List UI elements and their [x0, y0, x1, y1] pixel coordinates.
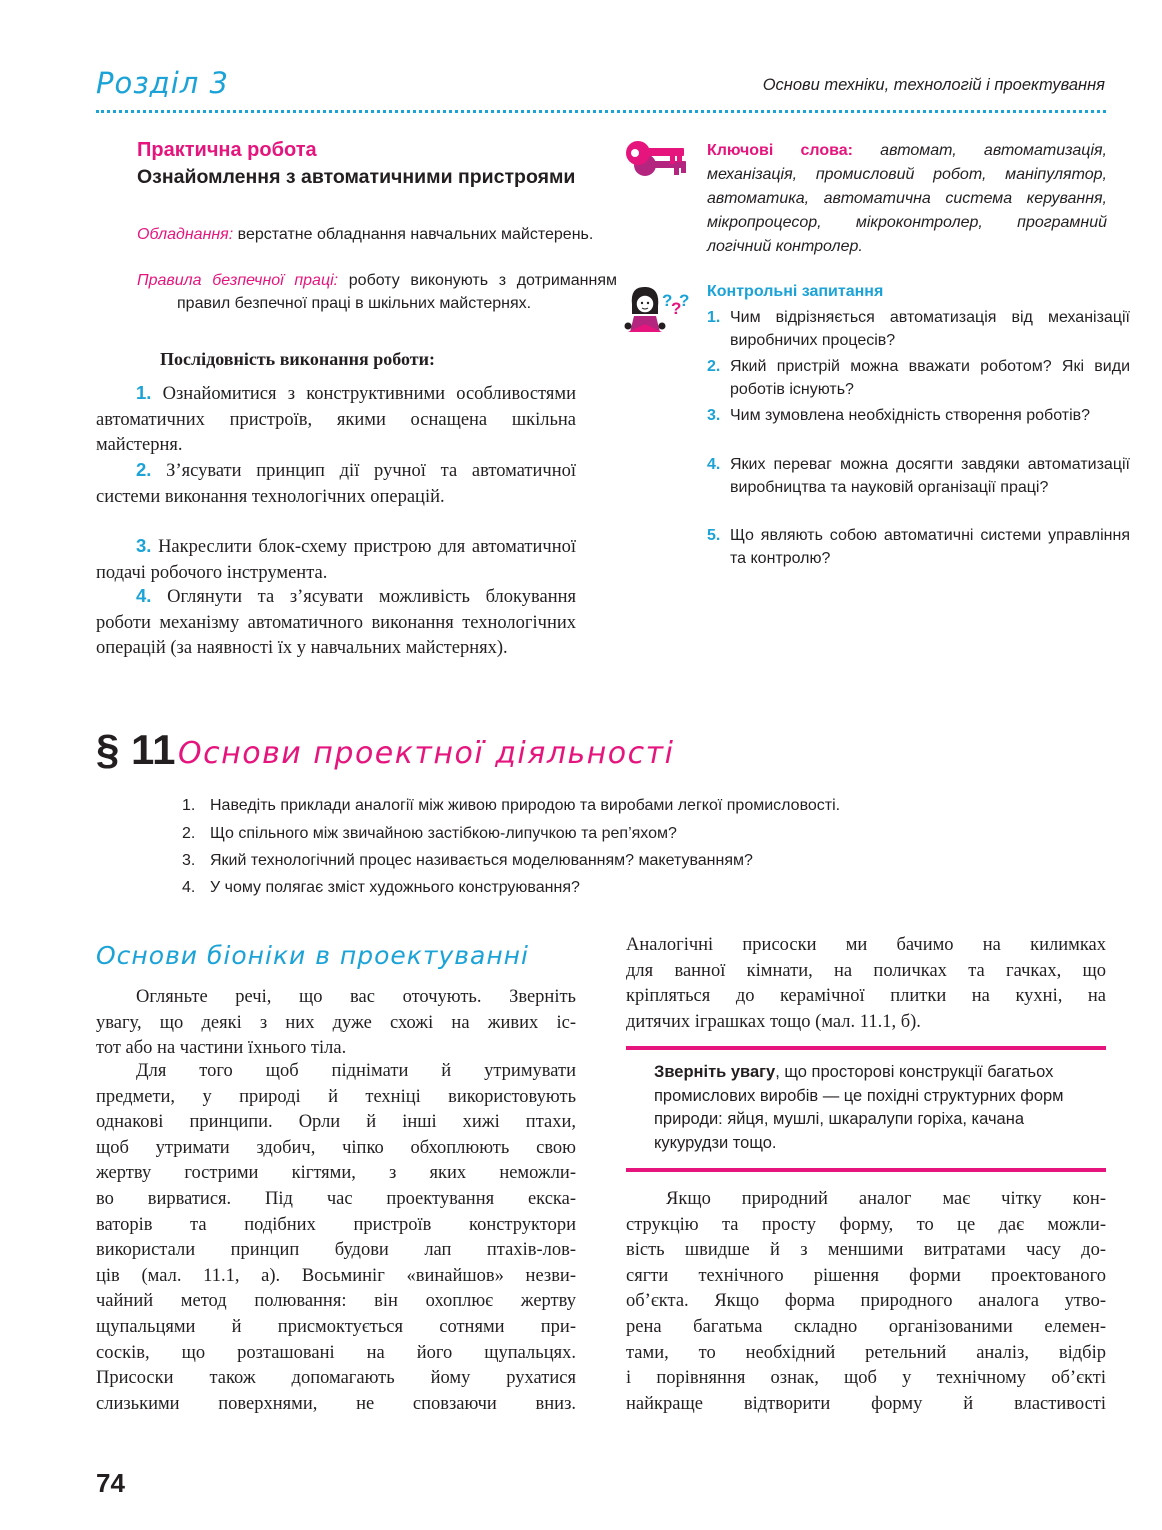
question-number: 1. — [707, 309, 721, 326]
intro-question — [182, 797, 840, 815]
sequence-heading: Послідовність виконання роботи: — [160, 349, 436, 369]
text-line: Аналогічні присоски ми бачимо на килимках — [626, 935, 1106, 955]
text-line: використали принцип будови лап птахів-лов- — [96, 1240, 576, 1261]
intro-question — [182, 879, 580, 897]
question-item — [707, 355, 1130, 401]
question-item — [707, 524, 1130, 570]
step-text: Накреслити блок-схему пристрою для автоматичної подачі робочого інструмента. — [96, 537, 577, 583]
page-number: 74 — [96, 1468, 125, 1498]
text-line: рена багатьма складно організованими елемен- — [626, 1316, 1106, 1337]
question-number: 4. — [707, 456, 721, 473]
intro-question — [182, 852, 753, 870]
text-line: Огляньте речі, що вас оточують. Зверніть — [136, 987, 576, 1007]
text-line: Для того щоб піднімати й утримувати — [136, 1061, 576, 1081]
text-line: щоб утримати здобич, чіпко обхоплюють свою — [96, 1137, 576, 1158]
safety-line — [137, 269, 617, 315]
text-line: ців (мал. 11.1, а). Восьминіг «винайшов» незви- — [96, 1265, 576, 1286]
chapter-label: Розділ 3 — [96, 66, 229, 100]
text-line: чайний метод полювання: він охоплює жертву — [96, 1291, 576, 1312]
text-line: і порівняння ознак, щоб у технічному об’єкті — [626, 1368, 1106, 1389]
text-line: слизькими поверхнями, не сповзаючи вниз. — [96, 1393, 576, 1414]
control-questions-heading: Контрольні запитання — [707, 283, 884, 300]
reading-girl-icon — [624, 284, 690, 336]
text-line: сосків, що розташовані на його щупальцях. — [96, 1342, 576, 1363]
bionics-paragraph-3 — [626, 933, 1106, 1035]
text-line: об’єкта. Якщо форма природного аналога утво- — [626, 1291, 1106, 1312]
svg-text:?: ? — [671, 299, 682, 318]
practical-title: Практична робота — [137, 139, 317, 161]
running-title: Основи техніки, технологій і проектування — [762, 76, 1105, 94]
practical-subtitle: Ознайомлення з автоматичними пристроями — [137, 166, 576, 188]
question-text: Що являють собою автоматичні системи управління та контролю? — [730, 527, 1130, 567]
keywords-label: Ключові слова: — [707, 142, 853, 159]
intro-question-number: 1. — [182, 797, 196, 814]
text-line: увагу, що деякі з них дуже схожі на живих іс- — [96, 1012, 576, 1033]
note-bottom-rule — [626, 1168, 1106, 1172]
text-line: дитячих іграшках тощо (мал. 11.1, б). — [626, 1011, 921, 1032]
intro-question-text: Що спільного між звичайною застібкою-липучкою та реп’яхом? — [210, 825, 677, 842]
text-line: Якщо природний аналог має чітку кон- — [666, 1189, 1106, 1209]
question-text: Чим зумовлена необхідність створення роботів? — [730, 407, 1091, 424]
intro-question-text: Наведіть приклади аналогії між живою природою та виробами легкої промисловості. — [210, 797, 841, 814]
text-line: предмети, у природі й техніці використовують — [96, 1086, 576, 1107]
text-line: найкраще відтворити форму й властивості — [626, 1393, 1106, 1414]
step-number: 1. — [136, 382, 152, 403]
safety-text: роботу виконують з дотриманням правил безпечної праці в шкільних майстернях. — [177, 272, 617, 312]
step-item — [96, 380, 576, 459]
key-icon — [626, 138, 688, 184]
intro-question-text: У чому полягає зміст художнього конструювання? — [210, 879, 580, 896]
question-text: Який пристрій можна вважати роботом? Які види роботів існують? — [730, 358, 1130, 398]
text-line: жертву гострими кігтями, з яких неможли- — [96, 1163, 576, 1184]
text-line: Присоски також допомагають йому рухатися — [96, 1368, 576, 1389]
text-line: струкцію та просту форму, то це дає можли- — [626, 1214, 1106, 1235]
header-divider — [96, 110, 1106, 113]
intro-question — [182, 825, 677, 843]
text-line: однакові принципи. Орли й інші хижі птахи, — [96, 1112, 576, 1133]
text-line: ваторів та подібних пристроїв конструктори — [96, 1214, 576, 1235]
text-line: щупальцями й присмоктується сотнями при- — [96, 1316, 576, 1337]
attention-note — [654, 1061, 1094, 1155]
intro-question-text: Який технологічний процес називається моделюванням? макетуванням? — [210, 852, 753, 869]
intro-question-number: 3. — [182, 852, 196, 869]
equipment-line — [137, 223, 617, 246]
text-line: тами, то необхідний ретельний аналіз, відбір — [626, 1342, 1106, 1363]
text-line: для ванної кімнати, на поличках та гачках, що — [626, 960, 1106, 981]
step-number: 4. — [136, 585, 152, 606]
text-line: кріпляться до керамічної плитки на кухні, на — [626, 986, 1106, 1007]
keywords-block — [707, 139, 1107, 259]
text-line: вість швидше й з меншими витратами часу до- — [626, 1240, 1106, 1261]
question-number: 3. — [707, 407, 721, 424]
step-item — [96, 533, 576, 586]
step-text: З’ясувати принцип дії ручної та автоматичної системи виконання технологічних операцій. — [96, 461, 577, 507]
question-text: Яких переваг можна досягти завдяки автоматизації виробництва та науковій організації праці? — [730, 456, 1130, 496]
question-item — [707, 404, 1130, 427]
question-number: 2. — [707, 358, 721, 375]
safety-label: Правила безпечної праці: — [137, 272, 339, 289]
question-item — [707, 306, 1130, 352]
svg-text:?: ? — [662, 291, 673, 310]
intro-question-number: 2. — [182, 825, 196, 842]
svg-text:?: ? — [679, 291, 690, 310]
step-text: Ознайомитися з конструктивними особливостями автоматичних пристроїв, якими оснащена шкільна майстерня. — [96, 384, 577, 455]
subsection-title: Основи біоніки в проектуванні — [96, 941, 529, 970]
keywords-text: автомат, автоматизація, механізація, промисловий робот, маніпулятор, автоматика, автоматична система керування, мікропроцесор, мікроконтролер, програмний логічний контролер. — [707, 142, 1107, 255]
section-title: Основи проектної діяльності — [178, 736, 675, 771]
text-line: во вирватися. Під час проектування екска- — [96, 1188, 576, 1209]
step-text: Оглянути та з’ясувати можливість блокування роботи механізму автоматичного виконання технологічних операцій (за наявності їх у навчальних майстернях). — [96, 587, 576, 658]
text-line: тот або на частини їхнього тіла. — [96, 1038, 347, 1059]
text-line: сягти технічного рішення форми проектованого — [626, 1265, 1106, 1286]
note-top-rule — [626, 1046, 1106, 1050]
step-item — [96, 583, 576, 662]
step-item — [96, 457, 576, 510]
bionics-paragraph-4 — [626, 1187, 1106, 1417]
attention-label: Зверніть увагу — [654, 1063, 776, 1081]
bionics-paragraph-2 — [96, 1059, 576, 1417]
question-item — [707, 453, 1130, 499]
step-number: 2. — [136, 459, 152, 480]
equipment-text: верстатне обладнання навчальних майстерень. — [237, 226, 594, 243]
bionics-paragraph-1 — [96, 985, 576, 1062]
attention-text: , що просторові конструкції багатьох промислових виробів — це похідні структурних форм природи: яйця, мушлі, шкаралупи горіха, качана кукурудзи тощо. — [654, 1063, 1064, 1152]
intro-question-number: 4. — [182, 879, 196, 896]
step-number: 3. — [136, 535, 152, 556]
equipment-label: Обладнання: — [137, 226, 234, 243]
question-number: 5. — [707, 527, 721, 544]
question-text: Чим відрізняється автоматизація від механізації виробничих процесів? — [730, 309, 1130, 349]
section-number: § 11 — [96, 726, 176, 773]
